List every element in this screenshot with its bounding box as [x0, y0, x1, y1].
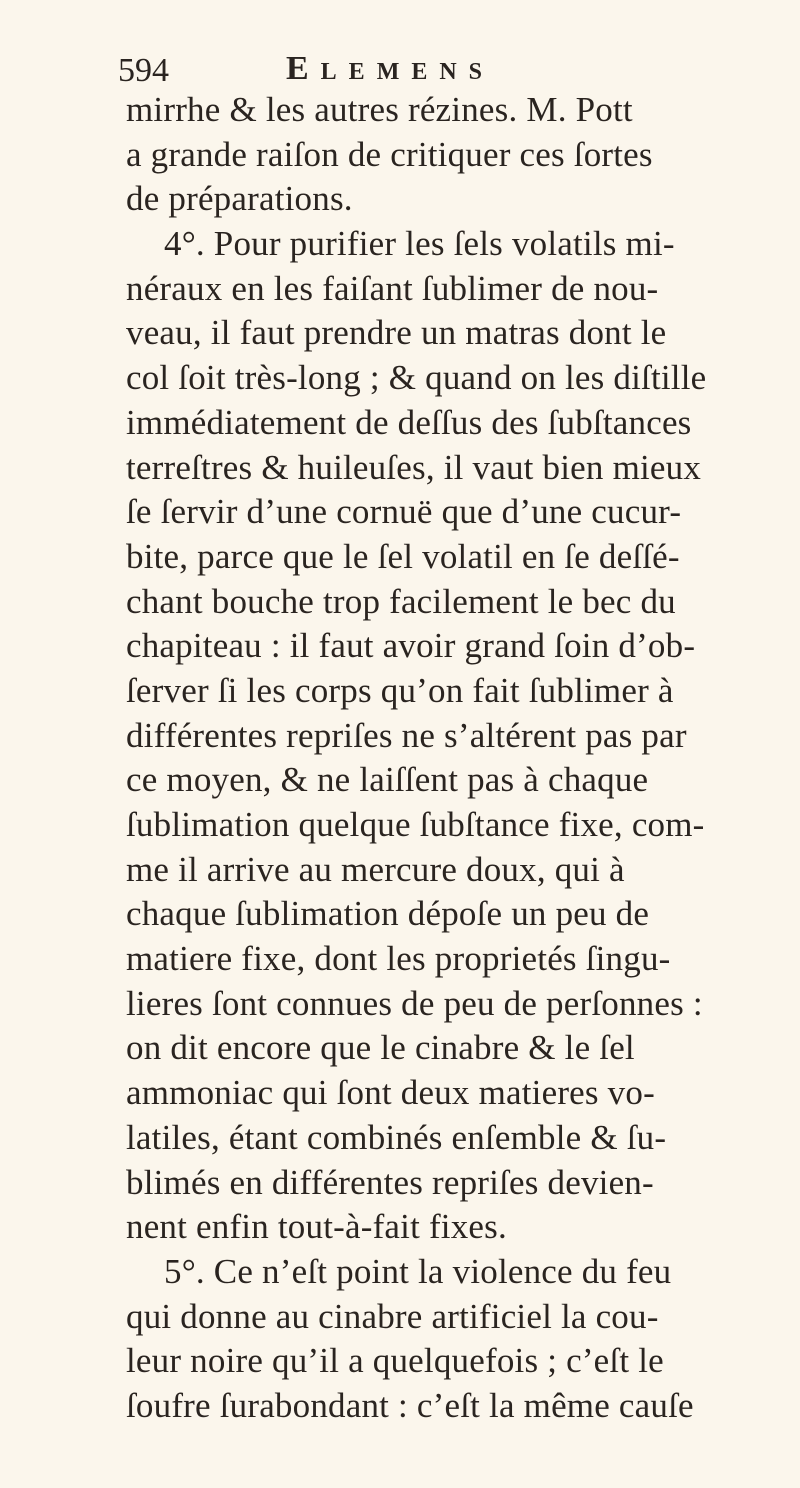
- text-line: latiles, étant combinés enſemble & ſu-: [126, 1117, 667, 1157]
- text-line: terreſtres & huileuſes, il vaut bien mieux: [126, 447, 702, 487]
- paragraph-start-line: 4°. Pour purifier les ſels volatils mi-: [164, 224, 675, 264]
- text-line: on dit encore que le cinabre & le ſel: [126, 1028, 635, 1068]
- text-line: ſe ſervir d’une cornuë que d’une cucur-: [126, 492, 682, 532]
- text-line: chapiteau : il faut avoir grand ſoin d’ob-: [126, 626, 696, 666]
- text-line: chaque ſublimation dépoſe un peu de: [126, 894, 650, 934]
- text-line: a grande raiſon de critiquer ces ſortes: [126, 134, 653, 174]
- text-line: de préparations.: [126, 179, 353, 219]
- text-line: ſublimation quelque ſubſtance fixe, com-: [126, 805, 705, 844]
- text-line: leur noire qu’il a quelquefois ; c’eſt le: [126, 1341, 664, 1381]
- text-line: ſoufre ſurabondant : c’eſt la même cauſe: [126, 1385, 694, 1425]
- text-line: qui donne au cinabre artificiel la cou-: [126, 1296, 659, 1336]
- text-line: ammoniac qui ſont deux matieres vo-: [126, 1073, 655, 1113]
- text-line: bite, parce que le ſel volatil en ſe deſſé-: [126, 536, 680, 576]
- text-line: blimés en différentes repriſes devien-: [126, 1162, 654, 1202]
- text-line: col ſoit très-long ; & quand on les diſtille: [126, 358, 707, 398]
- text-line: chant bouche trop facilement le bec du: [126, 581, 676, 621]
- text-line: me il arrive au mercure doux, qui à: [126, 849, 625, 889]
- running-title: Elemens: [286, 50, 495, 87]
- text-line: mirrhe & les autres rézines. M. Pott: [126, 90, 633, 129]
- text-line: matiere fixe, dont les proprietés ſingu-: [126, 939, 671, 979]
- text-line: immédiatement de deſſus des ſubſtances: [126, 402, 692, 442]
- running-head: [118, 44, 758, 94]
- paragraph-start-line: 5°. Ce n’eſt point la violence du feu: [164, 1251, 672, 1291]
- text-line: différentes repriſes ne s’altérent pas par: [126, 715, 687, 755]
- text-line: ſerver ſi les corps qu’on fait ſublimer à: [126, 670, 674, 710]
- text-line: veau, il faut prendre un matras dont le: [126, 313, 667, 353]
- text-line: lieres ſont connues de peu de perſonnes :: [126, 983, 703, 1023]
- text-line: ce moyen, & ne laiſſent pas à chaque: [126, 760, 649, 800]
- page-number: 594: [118, 52, 169, 89]
- body-text: [126, 88, 798, 1429]
- text-line: néraux en les faiſant ſublimer de nou-: [126, 268, 659, 308]
- text-line: nent enfin tout-à-fait fixes.: [126, 1207, 507, 1247]
